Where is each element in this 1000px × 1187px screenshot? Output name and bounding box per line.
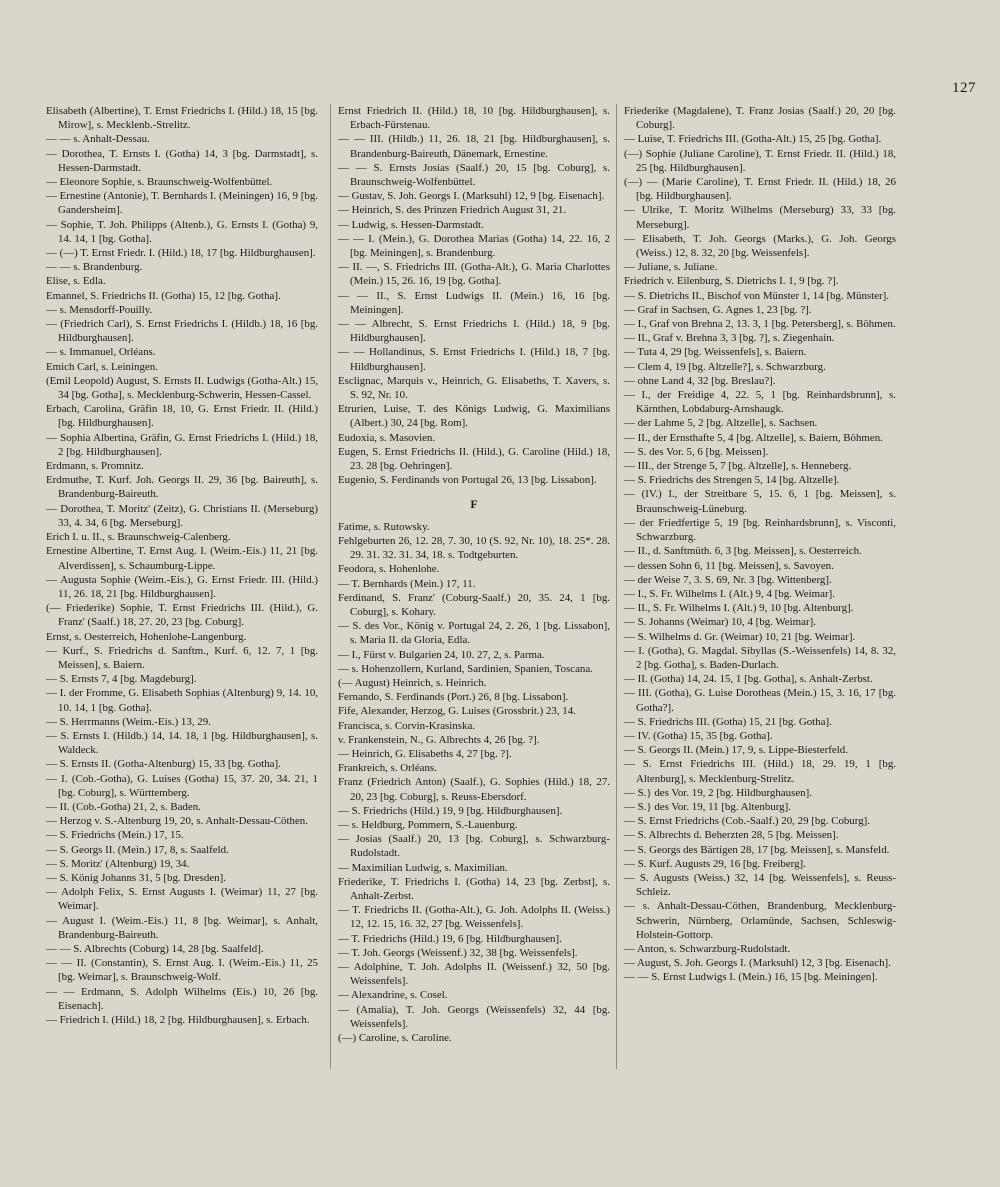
index-entry: — S. des Vor., König v. Portugal 24, 2. 26, 1 [bg. Lissabon], s. Maria II. da Gloria, Edla. — [338, 620, 610, 647]
index-entry: Francisca, s. Corvin-Krasinska. — [338, 719, 476, 732]
index-entry: v. Frankenstein, N., G. Albrechts 4, 26 [bg. ?]. — [338, 733, 540, 746]
index-entry: — S. des Vor. 5, 6 [bg. Meissen]. — [624, 445, 769, 458]
index-entry: Ernst Friedrich II. (Hild.) 18, 10 [bg. Hildburghausen], s. Erbach-Fürstenau. — [338, 105, 610, 132]
index-entry: — I., Fürst v. Bulgarien 24, 10. 27, 2, s. Parma. — [338, 648, 545, 661]
index-entry: — der Friedfertige 5, 19 [bg. Reinhardsbrunn], s. Visconti, Schwarzburg. — [624, 516, 896, 544]
index-entry: (—) Caroline, s. Caroline. — [338, 1032, 452, 1044]
index-entry: — I. (Gotha), G. Magdal. Sibyllas (S.-Weissenfels) 14, 8. 32, 2 [bg. Gotha], s. Baden-Durlach. — [624, 644, 896, 671]
index-entry: — I., S. Fr. Wilhelms I. (Alt.) 9, 4 [bg. Weimar]. — [624, 587, 835, 600]
column-divider — [330, 104, 331, 1069]
index-entry: Erdmann, s. Promnitz. — [46, 460, 144, 473]
index-entry: Friedrich v. Eilenburg, S. Dietrichs I. 1, 9 [bg. ?]. — [624, 275, 839, 288]
index-entry: — — II. (Constantin), S. Ernst Aug. I. (Weim.-Eis.) 11, 25 [bg. Weimar], s. Braunschweig-Wolf. — [46, 957, 318, 984]
index-entry: — II., S. Fr. Wilhelms I. (Alt.) 9, 10 [bg. Altenburg]. — [624, 602, 854, 615]
index-entry: Eugen, S. Ernst Friedrichs II. (Hild.), G. Caroline (Hild.) 18, 23. 28 [bg. Oehringen]. — [338, 445, 610, 473]
index-entry: — Dorothea, T. Moritz' (Zeitz), G. Christians II. (Merseburg) 33, 4. 34, 6 [bg. Merseburg]. — [46, 502, 318, 529]
index-entry: — Clem 4, 19 [bg. Altzelle?], s. Schwarzburg. — [624, 360, 826, 373]
index-entry: — Sophie, T. Joh. Philipps (Altenb.), G. Ernsts I. (Gotha) 9, 14. 14, 1 [bg. Gotha]. — [46, 218, 318, 245]
index-entry: Emannel, S. Friedrichs II. (Gotha) 15, 12 [bg. Gotha]. — [46, 289, 281, 302]
index-entry: — Anton, s. Schwarzburg-Rudolstadt. — [624, 942, 791, 955]
index-entry: — S. Albrechts d. Beherzten 28, 5 [bg. Meissen]. — [624, 829, 839, 842]
index-entry: (— August) Heinrich, s. Heinrich. — [338, 676, 487, 689]
index-entry: — Elisabeth, T. Joh. Georgs (Marks.), G. Joh. Georgs (Weiss.) 12, 8. 32, 20 [bg. Weissenfels]. — [624, 232, 896, 260]
index-entry: Friederike (Magdalene), T. Franz Josias (Saalf.) 20, 20 [bg. Coburg]. — [624, 105, 896, 132]
index-entry: — S. Friedrichs III. (Gotha) 15, 21 [bg. Gotha]. — [624, 715, 832, 728]
index-entry: — S. Friedrichs (Hild.) 19, 9 [bg. Hildburghausen]. — [338, 804, 563, 817]
index-entry: — Graf in Sachsen, G. Agnes 1, 23 [bg. ?]. — [624, 303, 812, 316]
index-entry: — I., Graf von Brehna 2, 13. 3, 1 [bg. Petersberg], s. Böhmen. — [624, 318, 896, 331]
index-entry: — II. (Cob.-Gotha) 21, 2, s. Baden. — [46, 800, 201, 813]
index-entry: Fehlgeburten 26, 12. 28, 7. 30, 10 (S. 92, Nr. 10), 18. 25*. 28. 29. 31. 32. 31. 34, 18. s. Todtgeburten. — [338, 534, 610, 562]
index-entry: — S. Georgs II. (Mein.) 17, 9, s. Lippe-Biesterfeld. — [624, 744, 848, 757]
index-entry: — I., der Freidige 4, 22. 5, 1 [bg. Reinhardsbrunn], s. Kärnthen, Lobdaburg-Arnshaugk. — [624, 389, 896, 416]
index-entry: — — I. (Mein.), G. Dorothea Marias (Gotha) 14, 22. 16, 2 [bg. Meiningen], s. Brandenburg. — [338, 232, 610, 260]
index-entry: — — II., S. Ernst Ludwigs II. (Mein.) 16, 16 [bg. Meiningen]. — [338, 289, 610, 316]
index-entry: — s. Immanuel, Orléans. — [46, 346, 156, 359]
index-entry: — ohne Land 4, 32 [bg. Breslau?]. — [624, 374, 776, 387]
index-entry: Ernst, s. Oesterreich, Hohenlohe-Langenburg. — [46, 630, 247, 643]
index-entry: — S. Wilhelms d. Gr. (Weimar) 10, 21 [bg. Weimar]. — [624, 630, 856, 643]
index-entry: Elise, s. Edla. — [46, 275, 106, 288]
index-entry: — T. Friedrichs II. (Gotha-Alt.), G. Joh. Adolphs II. (Weiss.) 12, 12. 15, 16. 32, 27 [bg. Weissenfels]. — [338, 904, 610, 931]
index-entry: — Augusta Sophie (Weim.-Eis.), G. Ernst Friedr. III. (Hild.) 11, 26. 18, 21 [bg. Hildburghausen]. — [46, 573, 318, 600]
index-entry: — S. Georgs II. (Mein.) 17, 8, s. Saalfeld. — [46, 843, 229, 856]
page-number: 127 — [952, 80, 976, 96]
index-entry: Erich I. u. II., s. Braunschweig-Calenberg. — [46, 531, 231, 544]
column-divider — [616, 104, 617, 1069]
index-entry: — S. Dietrichs II., Bischof von Münster 1, 14 [bg. Münster]. — [624, 289, 889, 302]
index-entry: — II. (Gotha) 14, 24. 15, 1 [bg. Gotha], s. Anhalt-Zerbst. — [624, 673, 873, 686]
index-entry: Erdmuthe, T. Kurf. Joh. Georgs II. 29, 36 [bg. Baireuth], s. Brandenburg-Baireuth. — [46, 474, 318, 501]
index-entry: (—) — (Marie Caroline), T. Ernst Friedr. II. (Hild.) 18, 26 [bg. Hildburghausen]. — [624, 176, 896, 203]
index-entry: (— Friederike) Sophie, T. Ernst Friedrichs III. (Hild.), G. Franz' (Saalf.) 18, 27. 20, 23 [bg. Coburg]. — [46, 602, 318, 629]
index-entry: — Maximilian Ludwig, s. Maximilian. — [338, 861, 508, 874]
index-entry: — III. (Gotha), G. Luise Dorotheas (Mein.) 15, 3. 16, 17 [bg. Gotha?]. — [624, 687, 896, 714]
index-entry: — — Albrecht, S. Ernst Friedrichs I. (Hild.) 18, 9 [bg. Hildburghausen]. — [338, 318, 610, 345]
index-entry: — Adolphine, T. Joh. Adolphs II. (Weissenf.) 32, 50 [bg. Weissenfels]. — [338, 960, 610, 988]
index-entry: — I. der Fromme, G. Elisabeth Sophias (Altenburg) 9, 14. 10, 10. 14, 1 [bg. Gotha]. — [46, 687, 318, 714]
index-entry: — Sophia Albertina, Gräfin, G. Ernst Friedrichs I. (Hild.) 18, 2 [bg. Hildburghausen]. — [46, 431, 318, 458]
index-entry: Esclignac, Marquis v., Heinrich, G. Elisabeths, T. Xavers, s. S. 92, Nr. 10. — [338, 374, 610, 402]
index-entry: — Ulrike, T. Moritz Wilhelms (Merseburg) 33, 33 [bg. Merseburg]. — [624, 204, 896, 231]
index-entry: — Luise, T. Friedrichs III. (Gotha-Alt.) 15, 25 [bg. Gotha]. — [624, 133, 882, 146]
index-entry: — S. Ernsts 7, 4 [bg. Magdeburg]. — [46, 673, 197, 686]
index-entry: Erbach, Carolina, Gräfin 18, 10, G. Ernst Friedr. II. (Hild.) [bg. Hildburghausen]. — [46, 403, 318, 430]
index-entry: — Kurf., S. Friedrichs d. Sanftm., Kurf. 6, 12. 7, 1 [bg. Meissen], s. Baiern. — [46, 644, 318, 671]
index-entry: — s. Anhalt-Dessau-Cöthen, Brandenburg, Mecklenburg-Schwerin, Nürnberg, Orlamünde, Sachsen, Schleswig-Holstein-Gottorp. — [624, 900, 896, 941]
index-entry: — II. —, S. Friedrichs III. (Gotha-Alt.), G. Maria Charlottes (Mein.) 15, 26. 16, 19 [bg. Gotha]. — [338, 261, 610, 288]
index-entry: — Dorothea, T. Ernsts I. (Gotha) 14, 3 [bg. Darmstadt], s. Hessen-Darmstadt. — [46, 147, 318, 174]
index-entry: — Eleonore Sophie, s. Braunschweig-Wolfenbüttel. — [46, 176, 273, 189]
index-entry: Friederike, T. Friedrichs I. (Gotha) 14, 23 [bg. Zerbst], s. Anhalt-Zerbst. — [338, 875, 610, 902]
index-entry: Feodora, s. Hohenlohe. — [338, 563, 440, 576]
index-entry: Fernando, S. Ferdinands (Port.) 26, 8 [bg. Lissabon]. — [338, 691, 569, 704]
index-entry: — dessen Sohn 6, 11 [bg. Meissen], s. Savoyen. — [624, 559, 834, 572]
index-entry: — S. Moritz' (Altenburg) 19, 34. — [46, 857, 190, 870]
index-entry: — S. König Johanns 31, 5 [bg. Dresden]. — [46, 871, 226, 884]
index-entry: — Heinrich, G. Elisabeths 4, 27 [bg. ?]. — [338, 747, 512, 760]
index-entry: Franz (Friedrich Anton) (Saalf.), G. Sophies (Hild.) 18, 27. 20, 23 [bg. Coburg], s. Reuss-Ebersdorf. — [338, 776, 610, 803]
index-entry: Fatime, s. Rutowsky. — [338, 520, 430, 533]
index-entry: Fife, Alexander, Herzog, G. Luises (Grossbrit.) 23, 14. — [338, 705, 576, 718]
index-entry: (—) Sophie (Juliane Caroline), T. Ernst Friedr. II. (Hild.) 18, 25 [bg. Hildburghausen]. — [624, 147, 896, 174]
index-entry: — S. Ernst Friedrichs (Cob.-Saalf.) 20, 29 [bg. Coburg]. — [624, 815, 871, 828]
index-entry: Emich Carl, s. Leiningen. — [46, 360, 158, 373]
index-entry: — (Friedrich Carl), S. Ernst Friedrichs I. (Hildb.) 18, 16 [bg. Hildburghausen]. — [46, 318, 318, 345]
index-entry: Eugenio, S. Ferdinands von Portugal 26, 13 [bg. Lissabon]. — [338, 474, 597, 487]
index-entry: — der Lahme 5, 2 [bg. Altzelle], s. Sachsen. — [624, 417, 818, 430]
index-entry: — Gustav, S. Joh. Georgs I. (Marksuhl) 12, 9 [bg. Eisenach]. — [338, 190, 605, 203]
index-entry: — IV. (Gotha) 15, 35 [bg. Gotha]. — [624, 729, 773, 742]
index-entry: — S.} des Vor. 19, 2 [bg. Hildburghausen]. — [624, 786, 812, 799]
index-entry: — I. (Cob.-Gotha), G. Luises (Gotha) 15, 37. 20, 34. 21, 1 [bg. Coburg], s. Württemberg. — [46, 772, 318, 799]
index-entry: — Heinrich, S. des Prinzen Friedrich August 31, 21. — [338, 204, 567, 217]
index-entry: Elisabeth (Albertine), T. Ernst Friedrichs I. (Hild.) 18, 15 [bg. Mirow], s. Mecklenb.-Strelitz. — [46, 105, 318, 132]
index-entry: — — s. Anhalt-Dessau. — [46, 133, 150, 146]
index-entry: — S. Friedrichs (Mein.) 17, 15. — [46, 829, 184, 842]
index-entry: — (IV.) I., der Streitbare 5, 15. 6, 1 [bg. Meissen], s. Braunschweig-Lüneburg. — [624, 488, 896, 515]
index-entry: — Friedrich I. (Hild.) 18, 2 [bg. Hildburghausen], s. Erbach. — [46, 1014, 310, 1026]
index-entry: — T. Joh. Georgs (Weissenf.) 32, 38 [bg. Weissenfels]. — [338, 946, 578, 959]
index-entry: — Juliane, s. Juliane. — [624, 261, 718, 274]
index-entry: — T. Bernhards (Mein.) 17, 11. — [338, 577, 476, 590]
section-letter: F — [470, 497, 478, 512]
index-entry: — S.} des Vor. 19, 11 [bg. Altenburg]. — [624, 800, 791, 813]
index-entry: — Ludwig, s. Hessen-Darmstadt. — [338, 218, 484, 231]
index-entry: Eudoxia, s. Masovien. — [338, 431, 436, 444]
index-entry: — S. Augusts (Weiss.) 32, 14 [bg. Weissenfels], s. Reuss-Schleiz. — [624, 871, 896, 899]
index-entry: — (Amalia), T. Joh. Georgs (Weissenfels) 32, 44 [bg. Weissenfels]. — [338, 1003, 610, 1030]
index-entry: — II., Graf v. Brehna 3, 3 [bg. ?], s. Ziegenhain. — [624, 332, 835, 345]
index-entry: — Josias (Saalf.) 20, 13 [bg. Coburg], s. Schwarzburg-Rudolstadt. — [338, 833, 610, 860]
index-entry: — der Weise 7, 3. S. 69, Nr. 3 [bg. Wittenberg]. — [624, 573, 832, 586]
index-entry: — S. Johanns (Weimar) 10, 4 [bg. Weimar]. — [624, 616, 816, 629]
index-entry: — S. Friedrichs des Strengen 5, 14 [bg. Altzelle]. — [624, 474, 840, 487]
index-entry: Frankreich, s. Orléans. — [338, 762, 437, 775]
index-entry: — — s. Brandenburg. — [46, 261, 143, 274]
index-entry: Etrurien, Luise, T. des Königs Ludwig, G. Maximilians (Albert.) 30, 24 [bg. Rom]. — [338, 403, 610, 430]
index-entry: — August I. (Weim.-Eis.) 11, 8 [bg. Weimar], s. Anhalt, Brandenburg-Baireuth. — [46, 914, 318, 941]
index-entry: — S. Ernsts II. (Gotha-Altenburg) 15, 33 [bg. Gotha]. — [46, 758, 281, 771]
index-entry: — — Hollandinus, S. Ernst Friedrichs I. (Hild.) 18, 7 [bg. Hildburghausen]. — [338, 346, 610, 373]
index-entry: — Herzog v. S.-Altenburg 19, 20, s. Anhalt-Dessau-Cöthen. — [46, 815, 308, 828]
index-entry: — Tuta 4, 29 [bg. Weissenfels], s. Baiern. — [624, 346, 807, 359]
index-entry: — — S. Ernst Ludwigs I. (Mein.) 16, 15 [bg. Meiningen]. — [624, 971, 878, 984]
index-entry: — s. Hohenzollern, Kurland, Sardinien, Spanien, Toscana. — [338, 662, 593, 675]
index-entry: (Emil Leopold) August, S. Ernsts II. Ludwigs (Gotha-Alt.) 15, 34 [bg. Gotha], s. Mecklenburg-Schwerin, Hessen-Cassel. — [46, 374, 318, 402]
index-entry: — — S. Albrechts (Coburg) 14, 28 [bg. Saalfeld]. — [46, 942, 264, 955]
index-entry: — (—) T. Ernst Friedr. I. (Hild.) 18, 17 [bg. Hildburghausen]. — [46, 247, 316, 260]
index-entry: — s. Mensdorff-Pouilly. — [46, 303, 153, 316]
index-entry: — III., der Strenge 5, 7 [bg. Altzelle], s. Henneberg. — [624, 460, 852, 473]
index-entry: — August, S. Joh. Georgs I. (Marksuhl) 12, 3 [bg. Eisenach]. — [624, 957, 891, 970]
index-entry: Ernestine Albertine, T. Ernst Aug. I. (Weim.-Eis.) 11, 21 [bg. Alverdissen], s. Schaumburg-Lippe. — [46, 545, 318, 572]
index-entry: — S. Kurf. Augusts 29, 16 [bg. Freiberg]. — [624, 857, 806, 870]
index-entry: — II., d. Sanftmüth. 6, 3 [bg. Meissen], s. Oesterreich. — [624, 545, 862, 558]
index-entry: — — III. (Hildb.) 11, 26. 18, 21 [bg. Hildburghausen], s. Brandenburg-Baireuth, Dänemark, Ernestine. — [338, 133, 610, 160]
index-entry: — II., der Ernsthafte 5, 4 [bg. Altzelle], s. Baiern, Böhmen. — [624, 431, 883, 444]
index-entry: — Adolph Felix, S. Ernst Augusts I. (Weimar) 11, 27 [bg. Weimar]. — [46, 886, 318, 913]
index-entry: Ferdinand, S. Franz' (Coburg-Saalf.) 20, 35. 24, 1 [bg. Coburg], s. Kohary. — [338, 591, 610, 618]
column-left — [46, 104, 318, 1027]
index-entry: — Ernestine (Antonie), T. Bernhards I. (Meiningen) 16, 9 [bg. Gandersheim]. — [46, 190, 318, 217]
index-entry: — S. Ernsts I. (Hildb.) 14, 14. 18, 1 [bg. Hildburghausen], s. Waldeck. — [46, 729, 318, 757]
index-entry: — — Erdmann, S. Adolph Wilhelms (Eis.) 10, 26 [bg. Eisenach]. — [46, 985, 318, 1012]
column-middle — [338, 104, 610, 1045]
index-entry: — s. Heldburg, Pommern, S.-Lauenburg. — [338, 818, 518, 831]
index-entry: — S. Herrmanns (Weim.-Eis.) 13, 29. — [46, 715, 211, 728]
index-entry: — S. Georgs des Bärtigen 28, 17 [bg. Meissen], s. Mansfeld. — [624, 843, 890, 856]
index-entry: — Alexandrine, s. Cosel. — [338, 989, 448, 1002]
column-right — [624, 104, 896, 985]
index-entry: — S. Ernst Friedrichs III. (Hild.) 18, 29. 19, 1 [bg. Altenburg], s. Mecklenburg-Strelitz. — [624, 758, 896, 785]
index-entry: — T. Friedrichs (Hild.) 19, 6 [bg. Hildburghausen]. — [338, 932, 562, 945]
index-entry: — — S. Ernsts Josias (Saalf.) 20, 15 [bg. Coburg], s. Braunschweig-Wolfenbüttel. — [338, 161, 610, 189]
